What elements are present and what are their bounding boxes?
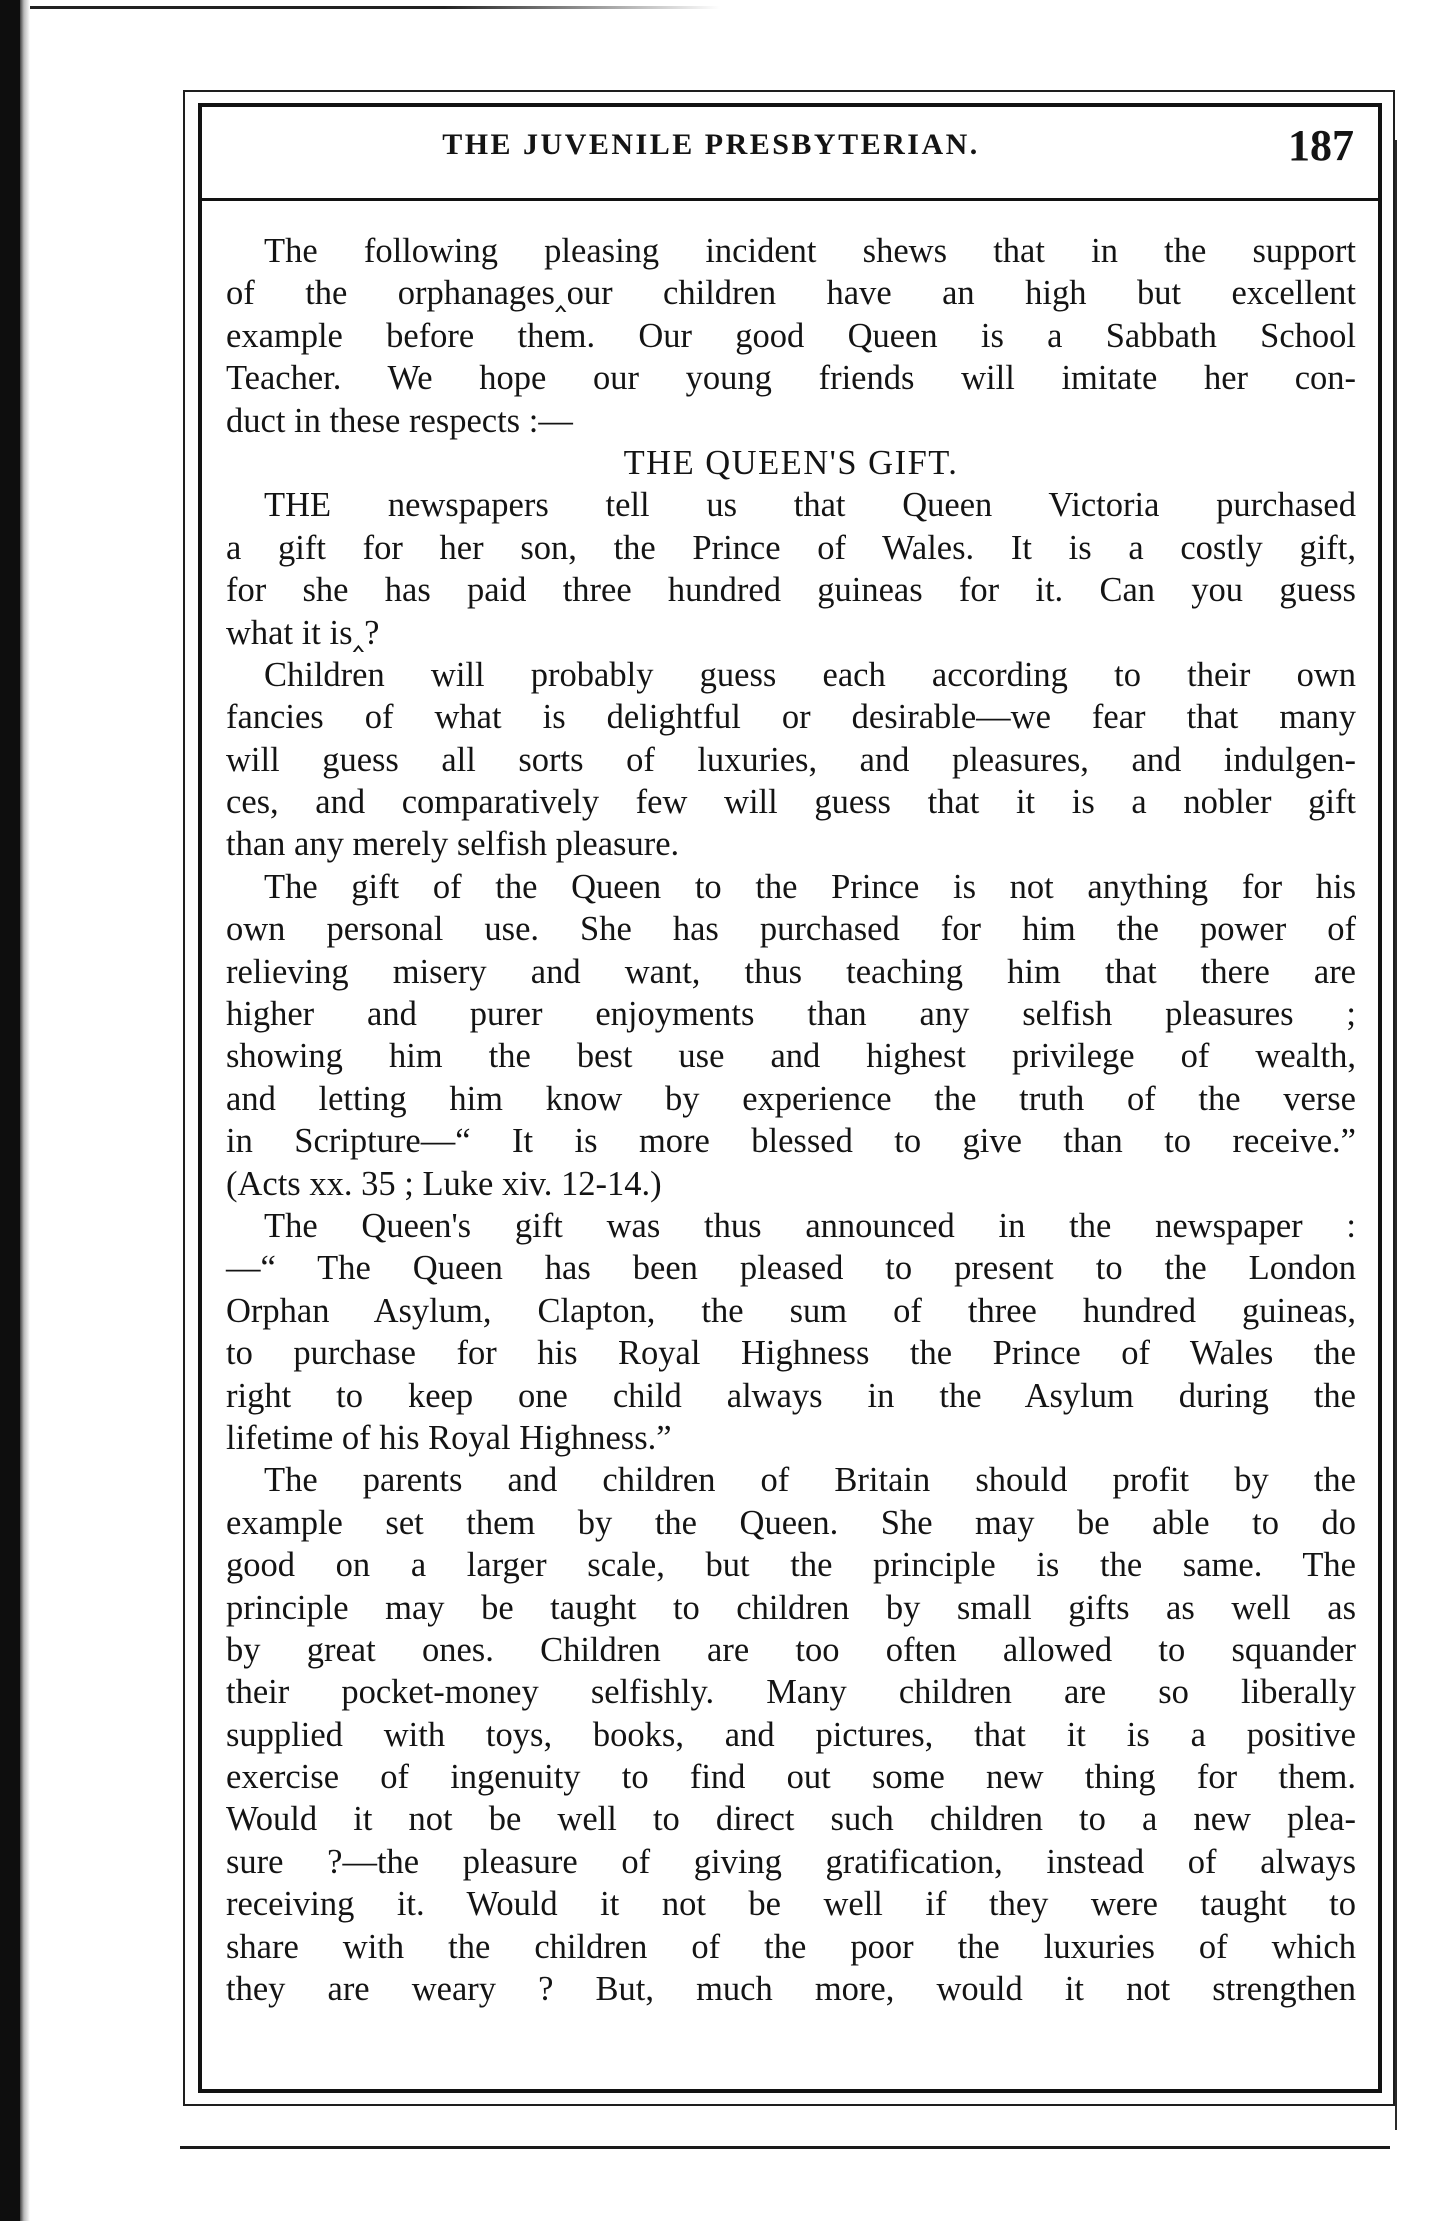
text-line: right to keep one child always in the Asylum during the <box>226 1376 1356 1415</box>
text-line: (Acts xx. 35 ; Luke xiv. 12-14.) <box>226 1164 662 1203</box>
text-line: share with the children of the poor the luxuries of which <box>226 1927 1356 1966</box>
text-line: fancies of what is delightful or desirable—we fear that many <box>226 698 1356 737</box>
text-line: principle may be taught to children by small gifts as well as <box>226 1588 1356 1627</box>
text-line: The following pleasing incident shews that in the support <box>264 232 1356 270</box>
text-line: and letting him know by experience the truth of the verse <box>226 1079 1356 1118</box>
text-line: their pocket-money selfishly. Many children are so liberally <box>226 1673 1356 1712</box>
page-number: 187 <box>1288 121 1354 170</box>
text-line: The Queen's gift was thus announced in the newspaper : <box>264 1206 1356 1245</box>
text-line: exercise of ingenuity to find out some new thing for them. <box>226 1758 1356 1797</box>
text-line: duct in these respects :— <box>226 401 573 440</box>
text-line: THE newspapers tell us that Queen Victoria purchased <box>264 486 1356 525</box>
text-line: Orphan Asylum, Clapton, the sum of three hundred guineas, <box>226 1291 1356 1330</box>
page-border-right-rule <box>1395 140 1397 2130</box>
bottom-rule <box>180 2146 1390 2149</box>
text-line: than any merely selfish pleasure. <box>226 825 680 864</box>
text-line: of the orphanages‸our children have an high but excellent <box>226 274 1356 313</box>
text-line: what it is‸? <box>226 613 380 652</box>
text-line: Would it not be well to direct such children to a new plea- <box>226 1800 1356 1839</box>
text-line: The gift of the Queen to the Prince is not anything for his <box>264 867 1356 906</box>
text-line: receiving it. Would it not be well if they were taught to <box>226 1885 1356 1924</box>
scan-edge-line <box>30 6 720 9</box>
text-line: sure ?—the pleasure of giving gratification, instead of always <box>226 1842 1356 1881</box>
text-line: good on a larger scale, but the principle is the same. The <box>226 1546 1356 1585</box>
binding-shadow <box>20 0 30 2221</box>
binding-edge <box>0 0 20 2221</box>
text-line: they are weary ? But, much more, would it not strengthen <box>226 1970 1356 2009</box>
text-line: lifetime of his Royal Highness.” <box>226 1418 672 1457</box>
text-line: for she has paid three hundred guineas for it. Can you guess <box>226 571 1356 610</box>
text-line: higher and purer enjoyments than any selfish pleasures ; <box>226 995 1356 1034</box>
paragraph <box>226 484 1356 654</box>
text-line: a gift for her son, the Prince of Wales. It is a costly gift, <box>226 528 1356 567</box>
text-line: own personal use. She has purchased for him the power of <box>226 910 1356 949</box>
text-line: The parents and children of Britain should profit by the <box>264 1461 1356 1500</box>
text-line: will guess all sorts of luxuries, and pleasures, and indulgen- <box>226 740 1356 779</box>
paragraph <box>226 1459 1356 2010</box>
text-line: example set them by the Queen. She may be able to do <box>226 1503 1356 1542</box>
paragraph <box>226 866 1356 1205</box>
intro-paragraph <box>226 230 1356 442</box>
body-text <box>226 230 1356 2010</box>
text-line: —“ The Queen has been pleased to present to the London <box>226 1249 1356 1288</box>
text-line: example before them. Our good Queen is a Sabbath School <box>226 316 1356 355</box>
text-line: to purchase for his Royal Highness the Prince of Wales the <box>226 1334 1356 1373</box>
paragraph <box>226 1205 1356 1459</box>
text-line: ces, and comparatively few will guess that it is a nobler gift <box>226 783 1356 822</box>
running-title: THE JUVENILE PRESBYTERIAN. <box>442 128 980 161</box>
text-line: showing him the best use and highest privilege of wealth, <box>226 1037 1356 1076</box>
text-line: Children will probably guess each according to their own <box>264 655 1356 694</box>
text-line: in Scripture—“ It is more blessed to give than to receive.” <box>226 1122 1356 1161</box>
text-line: relieving misery and want, thus teaching him that there are <box>226 952 1356 991</box>
text-line: Teacher. We hope our young friends will imitate her con- <box>226 359 1356 398</box>
text-line: supplied with toys, books, and pictures, that it is a positive <box>226 1715 1356 1754</box>
paragraph <box>226 654 1356 866</box>
text-line: by great ones. Children are too often allowed to squander <box>226 1630 1356 1669</box>
article-heading: THE QUEEN'S GIFT. <box>623 443 959 482</box>
